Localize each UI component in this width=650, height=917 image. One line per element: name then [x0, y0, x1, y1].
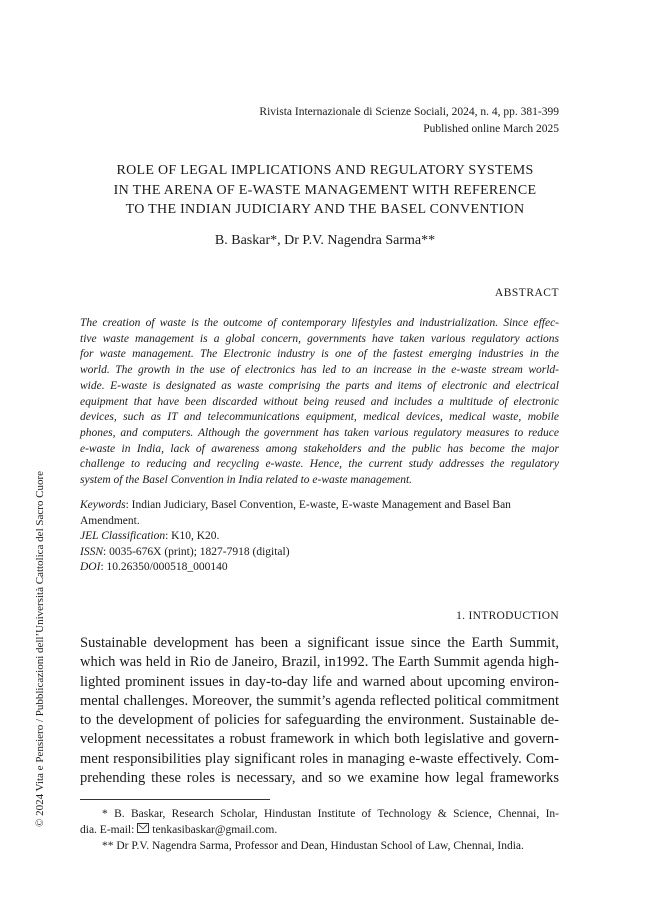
title-line-2: IN THE ARENA OF E-WASTE MANAGEMENT WITH REFERENCE: [113, 182, 537, 198]
introduction-body: [80, 634, 559, 788]
title-line-3: TO THE INDIAN JUDICIARY AND THE BASEL CONVENTION: [125, 202, 525, 217]
author-email-link[interactable]: tenkasibaskar@gmail.com.: [152, 824, 278, 836]
footnote-2: ** Dr P.V. Nagendra Sarma, Professor and Dean, Hindustan School of Law, Chennai, India.: [102, 840, 524, 852]
issn-value: : 0035-676X (print); 1827-7918 (digital): [103, 545, 290, 558]
footnotes: [80, 806, 559, 854]
body-line: prehending these roles is necessary, and so we examine how legal frameworks: [80, 770, 559, 787]
authors: B. Baskar*, Dr P.V. Nagendra Sarma**: [214, 233, 436, 248]
journal-citation: Rivista Internazionale di Scienze Sociali, 2024, n. 4, pp. 381-399: [259, 106, 559, 118]
abstract-line: The creation of waste is the outcome of contemporary lifestyles and industrialization. Since effec-: [80, 317, 559, 329]
paper-metadata: [80, 498, 559, 576]
doi: [80, 560, 559, 576]
abstract-line: tive waste management is a global concern, governments have taken various regulatory actions: [80, 332, 559, 345]
jel-label: JEL Classification: [80, 530, 166, 542]
abstract-line: devices, such as IT and telecommunications equipment, medical devices, medical waste, mobile: [80, 411, 559, 424]
body-line: ment responsibilities play significant roles in managing e-waste effectively. Com-: [80, 750, 559, 767]
body-line: velopment necessitates a robust framework in which both legislative and govern-: [80, 731, 559, 748]
title-line-1: ROLE OF LEGAL IMPLICATIONS AND REGULATORY SYSTEMS: [116, 163, 534, 178]
abstract-line: for waste management. The Electronic industry is one of the fastest emerging industries in the: [80, 348, 559, 361]
footnote-rule: [80, 799, 270, 800]
jel-classification: [80, 529, 559, 545]
paper-title: [60, 161, 590, 220]
keywords-value: : Indian Judiciary, Basel Convention, E-waste, E-waste Management and Basel Ban: [125, 499, 511, 511]
keywords-continued: Amendment.: [80, 514, 140, 527]
footnote-1: * B. Baskar, Research Scholar, Hindustan Institute of Technology & Science, Chennai, In-: [102, 808, 559, 820]
section-heading: 1. INTRODUCTION: [456, 610, 559, 622]
abstract-line: system of the Basel Convention in India related to e-waste management.: [80, 474, 413, 487]
footnote-1-continued: [80, 822, 559, 838]
abstract-line: e-waste in India, lack of awareness among stakeholders and the public has become the major: [80, 442, 559, 455]
envelope-icon: [137, 823, 149, 833]
issn-label: ISSN: [80, 545, 103, 558]
doi-label: DOI: [80, 561, 101, 573]
abstract-line: phones, and computers. Although the government has taken various regulatory measures to reduce: [80, 426, 559, 439]
abstract-line: wide. E-waste is designated as waste comprising the parts and items of electronic and electrical: [80, 379, 559, 392]
keywords: [80, 498, 559, 514]
abstract-line: world. The growth in the use of electronics has led to an increase in the e-waste stream world-: [80, 364, 559, 377]
doi-value: : 10.26350/000518_000140: [100, 561, 228, 573]
abstract-text: [80, 316, 559, 489]
keywords-label: Keywords: [80, 499, 126, 511]
abstract-line: challenge to reducing and recycling e-waste. Hence, the current study addresses the regulatory: [80, 458, 559, 471]
abstract-heading: ABSTRACT: [494, 287, 559, 299]
email-label: dia. E-mail:: [80, 824, 135, 836]
body-line: Sustainable development has been a significant issue since the Earth Summit,: [80, 635, 559, 651]
body-line: mental challenges. Moreover, the summit’s agenda reflected political commitment: [80, 692, 559, 709]
jel-value: : K10, K20.: [165, 530, 220, 542]
copyright-sidebar: © 2024 Vita e Pensiero / Pubblicazioni dell’Università Cattolica del Sacro Cuore: [34, 470, 46, 827]
publication-date: Published online March 2025: [423, 123, 559, 135]
body-line: to the development of policies for safeguarding the environment. Sustainable de-: [80, 712, 559, 729]
abstract-line: equipment that have been discarded without being reused and includes a multitude of electronic: [80, 395, 559, 408]
body-line: which was held in Rio de Janeiro, Brazil, in1992. The Earth Summit agenda high-: [80, 654, 559, 671]
issn: [80, 545, 559, 561]
body-line: lighted prominent issues in day-to-day life and warned about upcoming environ-: [80, 673, 559, 690]
